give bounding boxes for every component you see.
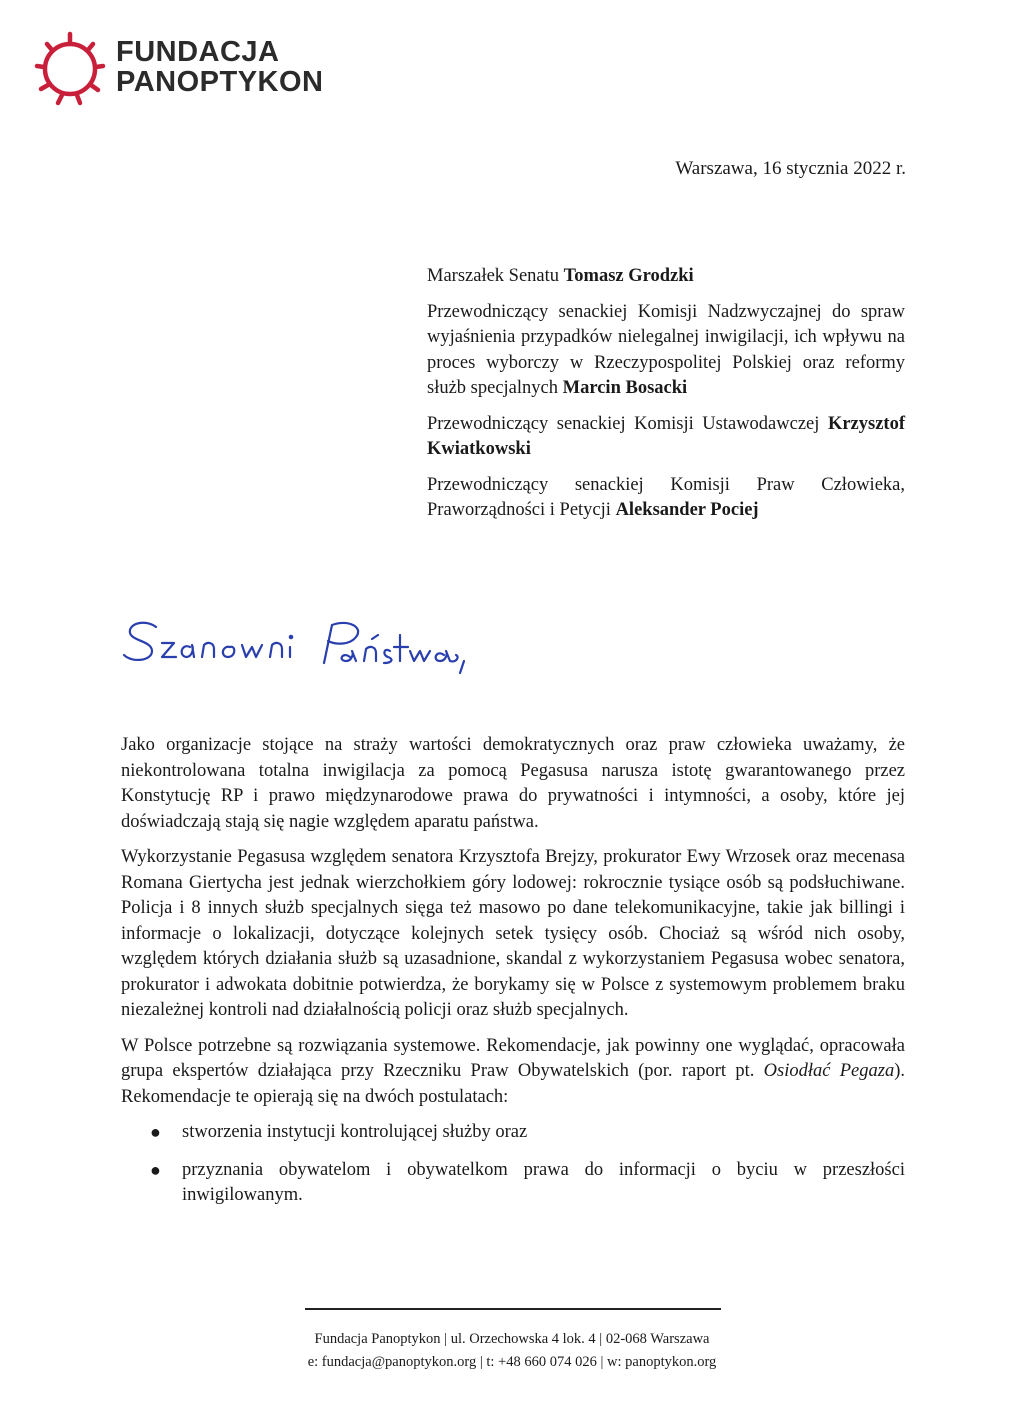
report-title: Osiodłać Pegaza — [763, 1061, 895, 1081]
footer-address: Fundacja Panoptykon | ul. Orzechowska 4 lok. 4 | 02-068 Warszawa — [314, 1331, 710, 1347]
recipients-block — [427, 264, 905, 534]
list-item — [121, 1120, 905, 1146]
logo-wordmark — [116, 37, 323, 97]
recipient-1 — [427, 264, 905, 290]
recipient-2 — [427, 300, 905, 402]
recipient-3 — [427, 412, 905, 463]
list-item-text: przyznania obywatelom i obywatelkom prawa do informacji o byciu w przeszłości inwigilowanym. — [182, 1159, 905, 1205]
list-item-text: stworzenia instytucji kontrolującej służby oraz — [182, 1122, 528, 1142]
recipient-1-title: Marszałek Senatu — [427, 266, 564, 286]
postulates-list — [121, 1120, 905, 1209]
paragraph-3 — [121, 1034, 905, 1111]
letter-date: Warszawa, 16 stycznia 2022 r. — [675, 158, 906, 179]
paragraph-2: Wykorzystanie Pegasusa względem senatora Krzysztofa Brejzy, prokurator Ewy Wrzosek oraz mecenasa Romana Giertycha jest jednak wierzchołkiem góry lodowej: rokrocznie tysiące osób są podsłuchiwane. Policja i 8 innych służb specjalnych sięga też masowo po dane telekomunikacyjne, takie jak billingi i informacje o lokalizacji, dotyczące kolejnych setek tysięcy osób. Chociaż są wśród nich osoby, względem których działania służb są uzasadnione, skandal z wykorzystaniem Pegasusa wobec senatora, prokurator i adwokata dobitnie potwierdza, że borykamy się w Polsce z systemowym problemem braku niezależnej kontroli nad działalnością policji oraz służb specjalnych. — [121, 847, 905, 1020]
footer — [0, 1328, 1024, 1374]
handwritten-salutation — [118, 605, 478, 695]
recipient-3-title: Przewodniczący senackiej Komisji Ustawodawczej — [427, 413, 828, 434]
footer-divider — [305, 1308, 721, 1310]
letter-body — [121, 733, 905, 1221]
recipient-2-name: Marcin Bosacki — [562, 378, 688, 398]
recipient-4 — [427, 473, 905, 524]
logo-line-2: PANOPTYKON — [116, 66, 324, 98]
logo-line-1: FUNDACJA — [116, 36, 280, 68]
organization-logo — [34, 26, 323, 108]
paragraph-1: Jako organizacje stojące na straży wartości demokratycznych oraz praw człowieka uważamy, że niekontrolowana totalna inwigilacja za pomocą Pegasusa narusza istotę gwarantowanego przez Konstytucję RP i prawo międzynarodowe prawa do prywatności i intymności, a osoby, które jej doświadczają stają się nagie względem aparatu państwa. — [121, 735, 905, 832]
recipient-2-title: Przewodniczący senackiej Komisji Nadzwyczajnej do spraw wyjaśnienia przypadków nielegalnej inwigilacji, ich wpływu na proces wyborczy w Rzeczypospolitej Polskiej oraz reformy służb specjalnych — [427, 301, 905, 398]
list-item — [121, 1158, 905, 1209]
recipient-4-title: Przewodniczący senackiej Komisji Praw Człowieka, Praworządności i Petycji — [427, 474, 905, 520]
panopticon-gear-icon — [34, 26, 106, 108]
bullet-icon: ● — [150, 1159, 161, 1180]
recipient-4-name: Aleksander Pociej — [615, 500, 759, 520]
recipient-1-name: Tomasz Grodzki — [563, 266, 694, 286]
bullet-icon: ● — [150, 1122, 161, 1142]
recipient-3-name: Krzysztof Kwiatkowski — [427, 413, 905, 459]
paragraph-3-start: W Polsce potrzebne są rozwiązania systemowe. Rekomendacje, jak powinny one wyglądać, opracowała grupa ekspertów działająca przy Rzeczniku Praw Obywatelskich (por. raport pt. — [121, 1035, 905, 1081]
footer-contact: e: fundacja@panoptykon.org | t: +48 660 074 026 | w: panoptykon.org — [307, 1354, 717, 1370]
paragraph-3-end: ). Rekomendacje te opierają się na dwóch postulatach: — [121, 1061, 905, 1107]
